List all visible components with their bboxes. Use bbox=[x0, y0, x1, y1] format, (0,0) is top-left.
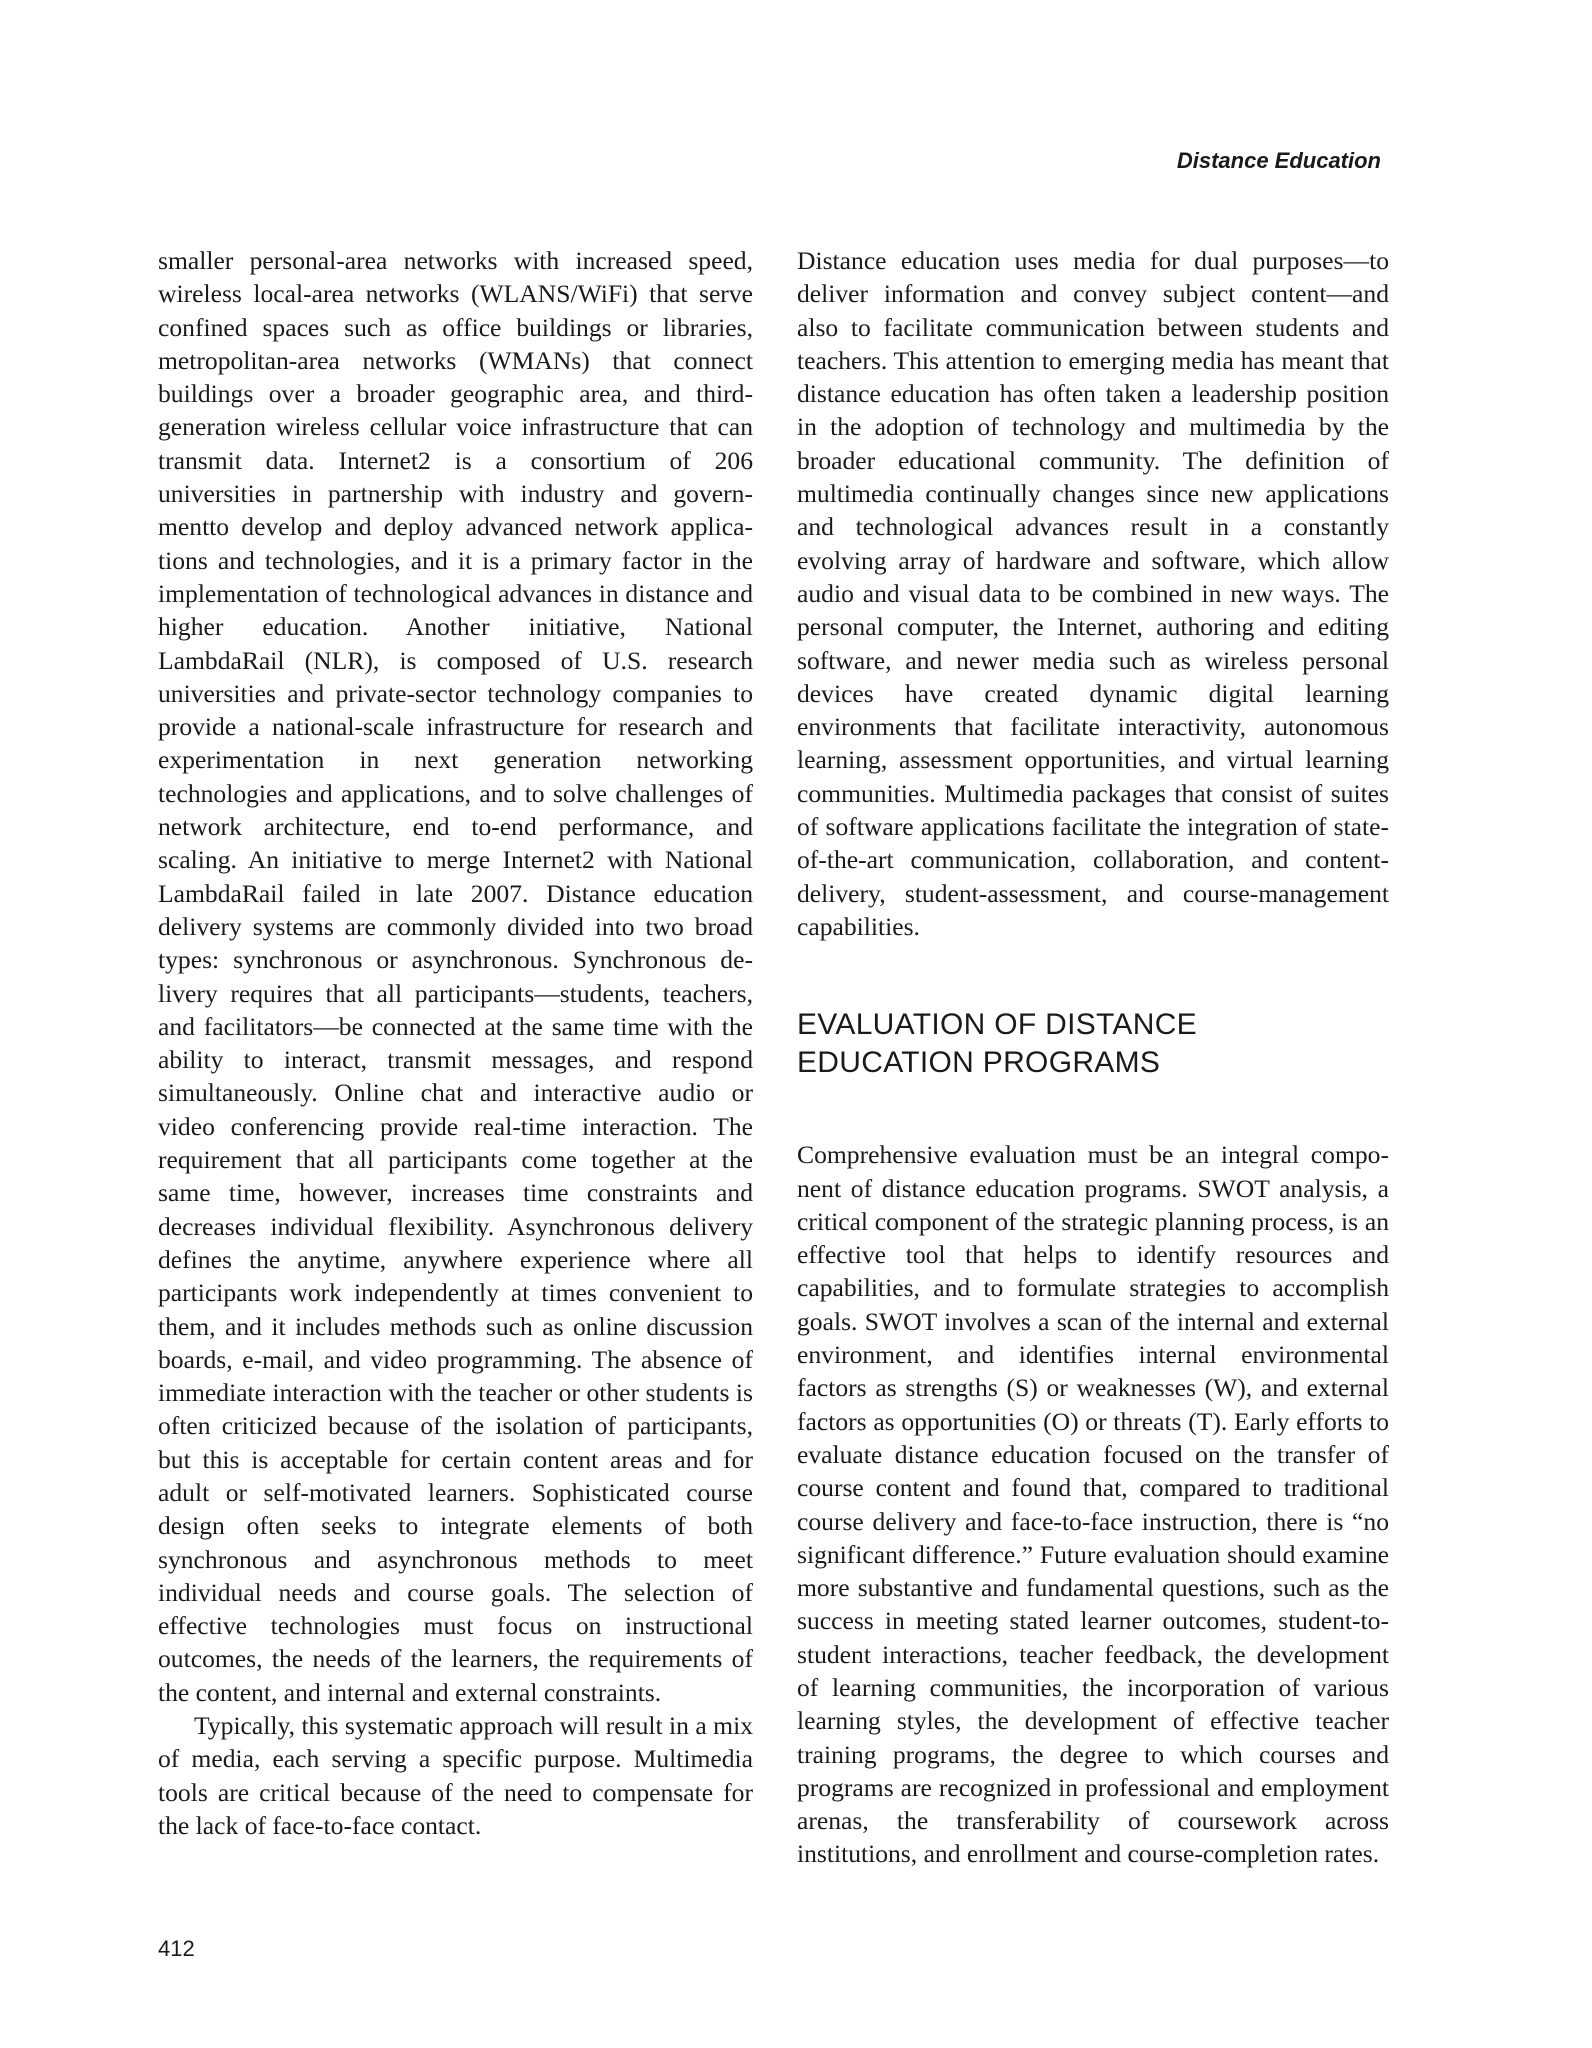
left-text-column bbox=[158, 244, 753, 1842]
body-paragraph: Typically, this systematic approach will result in a mix of media, each serving a specific purpose. Multimedia tools are critical because of the need to compensate for the lack of face-to-face contact. bbox=[158, 1711, 753, 1840]
running-header-title: Distance Education bbox=[1176, 148, 1381, 173]
right-text-column bbox=[797, 244, 1389, 1871]
body-paragraph: smaller personal-area networks with increased speed, wireless local-area networks (WLANS/WiFi) that serve confined spaces such as office buildings or libraries, metropolitan-area networks (WMANs) that connect buildings over a broader geographic area, and third-generation wireless cellular voice infrastructure that can transmit data. Internet2 is a consortium of 206 universities in partnership with industry and governmentto develop and deploy advanced network applications and technologies, and it is a primary factor in the implementation of technological advances in distance and higher education. Another initiative, National LambdaRail (NLR), is composed of U.S. research universities and private-sector technology companies to provide a national-scale infrastructure for research and experimentation in next generation networking technologies and applications, and to solve challenges of network architecture, end to-end performance, and scaling. An initiative to merge Internet2 with National LambdaRail failed in late 2007. Distance education delivery systems are commonly divided into two broad types: synchronous or asynchronous. Synchronous delivery requires that all participants—students, teachers, and facilitators—be connected at the same time with the ability to interact, transmit messages, and respond simultaneously. Online chat and interactive audio or video conferencing provide real-time interaction. The requirement that all participants come together at the same time, however, increases time constraints and decreases individual flexibility. Asynchronous delivery defines the anytime, anywhere experience where all participants work independently at times convenient to them, and it includes methods such as online discussion boards, e-mail, and video programming. The absence of immediate interaction with the teacher or other students is often criticized because of the isolation of participants, but this is acceptable for certain content areas and for adult or self-motivated learners. Sophisticated course design often seeks to integrate elements of both synchronous and asynchronous methods to meet individual needs and course goals. The selection of effective technologies must focus on instructional outcomes, the needs of the learners, the requirements of the content, and internal and external constraints. bbox=[158, 246, 753, 1707]
body-paragraph: Comprehensive evaluation must be an integral component of distance education programs. SWOT analysis, a critical component of the strategic planning process, is an effective tool that helps to identify resources and capabilities, and to formulate strategies to accomplish goals. SWOT involves a scan of the internal and external environment, and identifies internal environmental factors as strengths (S) or weaknesses (W), and external factors as opportunities (O) or threats (T). Early efforts to evaluate distance education focused on the transfer of course content and found that, compared to traditional course delivery and face-to-face instruction, there is “no significant difference.” Future evaluation should examine more substantive and fundamental questions, such as the success in meeting stated learner outcomes, student-to-student interactions, teacher feedback, the development of learning communities, the incorporation of various learning styles, the development of effective teacher training programs, the degree to which courses and programs are recognized in professional and employment arenas, the transferability of coursework across institutions, and enrollment and course-completion rates. bbox=[797, 1140, 1389, 1869]
body-paragraph: Distance education uses media for dual purposes—to deliver information and convey subject content—and also to facilitate communication between students and teachers. This attention to emerging media has meant that distance education has often taken a leadership position in the adoption of technology and multimedia by the broader educational community. The definition of multimedia continually changes since new applications and technological advances result in a constantly evolving array of hardware and software, which allow audio and visual data to be combined in new ways. The personal computer, the Internet, authoring and editing software, and newer media such as wireless personal devices have created dynamic digital learning environments that facilitate interactivity, autonomous learning, assessment opportunities, and virtual learning communities. Multimedia packages that consist of suites of software applications facilitate the integration of state-of-the-art communication, collaboration, and content-delivery, student-assessment, and course-management capabilities. bbox=[797, 246, 1389, 941]
section-heading-line-1: EVALUATION OF DISTANCE bbox=[797, 1008, 1197, 1042]
page-number: 412 bbox=[158, 1936, 195, 1961]
section-heading-line-2: EDUCATION PROGRAMS bbox=[797, 1046, 1161, 1080]
section-heading bbox=[797, 1006, 1389, 1082]
